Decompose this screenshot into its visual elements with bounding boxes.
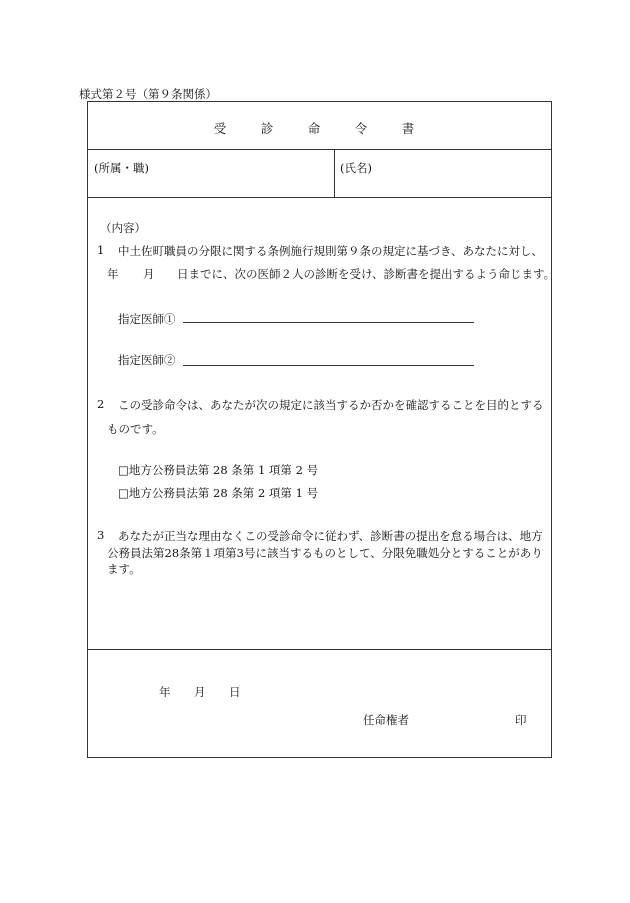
item1-date-month: 月 — [143, 267, 155, 281]
title-divider — [88, 149, 551, 150]
doctor1-label: 指定医師① — [118, 312, 176, 326]
item1-text-line2: 日までに、次の医師２人の診断を受け、診断書を提出するよう命じます。 — [177, 267, 556, 281]
item3-number: 3 — [97, 528, 105, 542]
footer-divider — [88, 649, 551, 650]
item2-text-line1: この受診命令は、あなたが次の規定に該当するか否かを確認することを目的とする — [118, 398, 544, 412]
item3-text-line2: 公務員法第28条第１項第3号に該当するものとして、分限免職処分とすることがあり — [107, 546, 543, 560]
item2-text-line2: ものです。 — [107, 422, 164, 436]
checkbox-item-2: □地方公務員法第 28 条第 2 項第 1 号 — [118, 486, 319, 500]
content-heading: （内容） — [100, 221, 146, 235]
checkbox-item-1: □地方公務員法第 28 条第 1 項第 2 号 — [118, 463, 319, 477]
name-label: (氏名) — [340, 161, 372, 175]
row-divider-vertical — [334, 149, 335, 197]
item3-text-line3: ます。 — [107, 562, 141, 576]
header-bottom-divider — [88, 197, 551, 198]
item1-number: 1 — [97, 243, 105, 257]
seal-mark: 印 — [515, 713, 527, 727]
doctor1-underline — [183, 322, 474, 323]
appointing-authority-label: 任命権者 — [363, 713, 409, 727]
item1-date-year: 年 — [107, 267, 119, 281]
footer-month: 月 — [194, 685, 206, 699]
form-number-label: 様式第２号（第９条関係） — [79, 87, 217, 101]
document-title: 受 診 命 令 書 — [213, 121, 426, 136]
footer-year: 年 — [159, 685, 171, 699]
item3-text-line1: あなたが正当な理由なくこの受診命令に従わず、診断書の提出を怠る場合は、地方 — [118, 529, 543, 543]
affiliation-label: (所属・職) — [94, 161, 149, 175]
summons-form — [87, 101, 556, 758]
doctor2-underline — [183, 365, 474, 366]
doctor2-label: 指定医師② — [118, 353, 176, 367]
item2-number: 2 — [97, 397, 105, 411]
footer-day: 日 — [229, 685, 241, 699]
item1-text-line1: 中土佐町職員の分限に関する条例施行規則第９条の規定に基づき、あなたに対し、 — [118, 244, 544, 258]
